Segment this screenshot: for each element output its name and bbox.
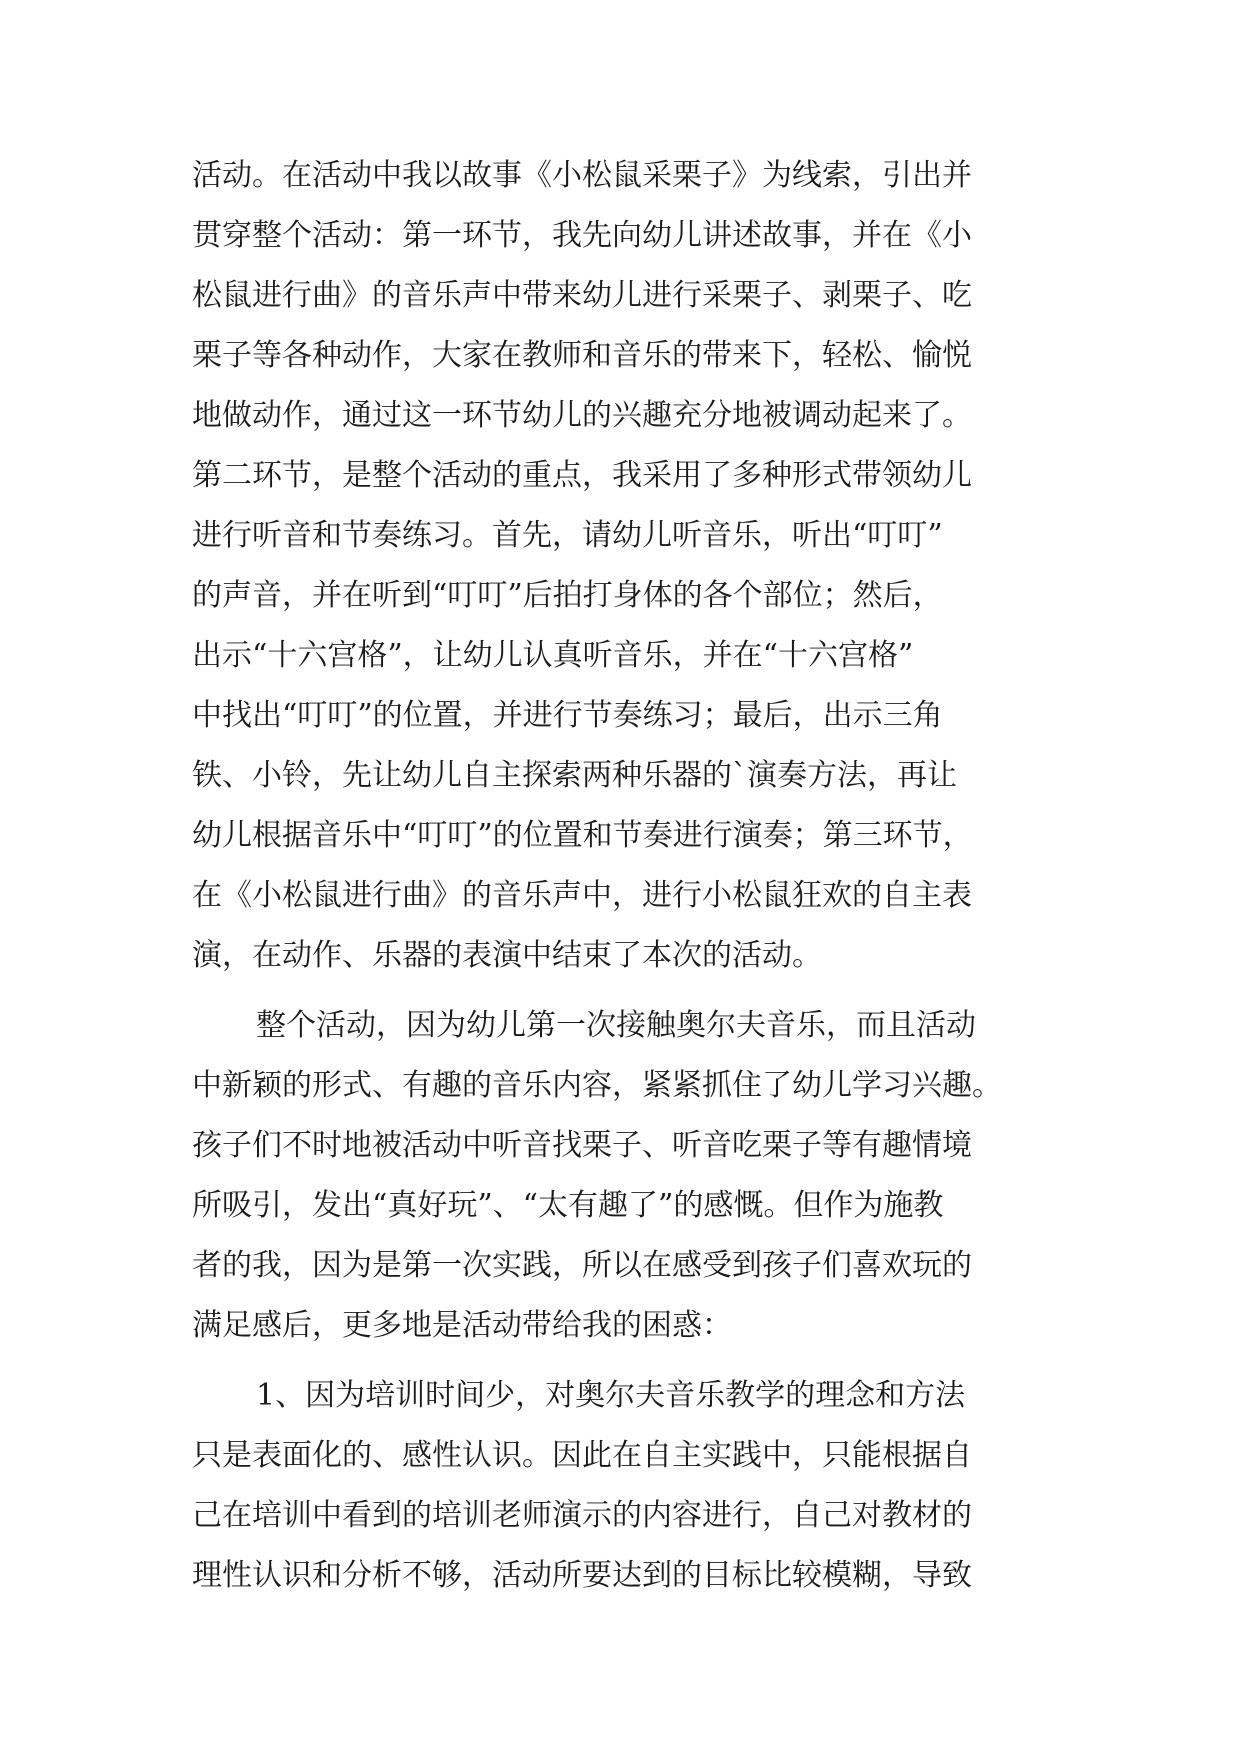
text-line: 地做动作，通过这一环节幼儿的兴趣充分地被调动起来了。 xyxy=(192,398,972,433)
text-line: 所吸引，发出“真好玩”、“太有趣了”的感慨。但作为施教 xyxy=(192,1188,944,1223)
numbered-item-first-line: 1、因为培训时间少，对奥尔夫音乐教学的理念和方法 xyxy=(256,1378,966,1413)
text-line: 只是表面化的、感性认识。因此在自主实践中，只能根据自 xyxy=(192,1438,972,1473)
text-line: 松鼠进行曲》的音乐声中带来幼儿进行采栗子、剥栗子、吃 xyxy=(192,278,972,313)
text-line: 者的我，因为是第一次实践，所以在感受到孩子们喜欢玩的 xyxy=(192,1248,972,1283)
text-line: 第二环节，是整个活动的重点，我采用了多种形式带领幼儿 xyxy=(192,458,972,493)
text-line: 铁、小铃，先让幼儿自主探索两种乐器的`演奏方法，再让 xyxy=(192,758,957,793)
text-line: 栗子等各种动作，大家在教师和音乐的带来下，轻松、愉悦 xyxy=(192,338,972,373)
text-line: 己在培训中看到的培训老师演示的内容进行，自己对教材的 xyxy=(192,1498,972,1533)
text-line: 中找出“叮叮”的位置，并进行节奏练习；最后，出示三角 xyxy=(192,698,943,733)
text-line: 理性认识和分析不够，活动所要达到的目标比较模糊，导致 xyxy=(192,1558,972,1593)
paragraph-first-line: 整个活动，因为幼儿第一次接触奥尔夫音乐，而且活动 xyxy=(256,1008,976,1043)
text-line: 的声音，并在听到“叮叮”后拍打身体的各个部位；然后， xyxy=(192,578,943,613)
text-line: 在《小松鼠进行曲》的音乐声中，进行小松鼠狂欢的自主表 xyxy=(192,878,972,913)
text-line: 进行听音和节奏练习。首先，请幼儿听音乐，听出“叮叮” xyxy=(192,518,943,553)
text-line: 中新颖的形式、有趣的音乐内容，紧紧抓住了幼儿学习兴趣。 xyxy=(192,1068,1002,1103)
text-line: 演，在动作、乐器的表演中结束了本次的活动。 xyxy=(192,938,822,973)
text-line: 幼儿根据音乐中“叮叮”的位置和节奏进行演奏；第三环节， xyxy=(192,818,973,853)
text-line: 贯穿整个活动：第一环节，我先向幼儿讲述故事，并在《小 xyxy=(192,218,972,253)
text-line: 满足感后，更多地是活动带给我的困惑： xyxy=(192,1308,732,1343)
text-line: 出示“十六宫格”，让幼儿认真听音乐，并在“十六宫格” xyxy=(192,638,914,673)
text-line: 孩子们不时地被活动中听音找栗子、听音吃栗子等有趣情境 xyxy=(192,1128,972,1163)
text-line: 活动。在活动中我以故事《小松鼠采栗子》为线索，引出并 xyxy=(192,158,972,193)
